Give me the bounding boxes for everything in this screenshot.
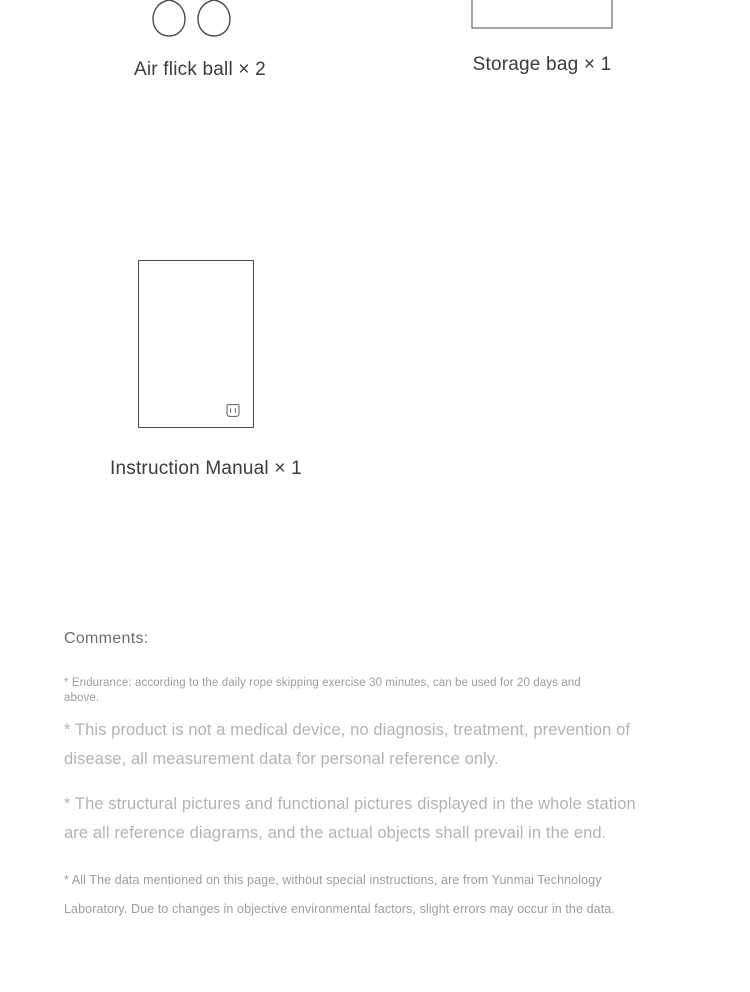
mi-logo-icon xyxy=(226,404,240,417)
package-item-label: Air flick ball × 2 xyxy=(134,59,266,80)
storage-bag-icon xyxy=(469,0,615,33)
comment-note-reference-diagrams: * The structural pictures and functional pictures displayed in the whole station are all reference diagrams, and the actual objects shall prevail in the end. xyxy=(64,795,636,842)
comment-note-data-source: * All The data mentioned on this page, without special instructions, are from Yunmai Technology Laboratory. Due to changes in objective environmental factors, slight errors may occur in the data. xyxy=(64,873,615,916)
two-tethered-balls-icon xyxy=(135,0,255,40)
package-item-storage-bag xyxy=(466,0,618,76)
comment-note-not-medical-device: * This product is not a medical device, no diagnosis, treatment, prevention of disease, all measurement data for personal reference only. xyxy=(64,721,631,768)
instruction-manual-illustration xyxy=(138,260,254,428)
comment-note-endurance: * Endurance: according to the daily rope skipping exercise 30 minutes, can be used for 20 days and above. xyxy=(64,677,581,704)
package-item-label: Storage bag × 1 xyxy=(472,54,612,75)
package-item-label: Instruction Manual × 1 xyxy=(110,458,302,479)
package-item-air-flick-ball xyxy=(134,0,266,81)
comments-section xyxy=(64,630,684,938)
air-flick-ball-illustration xyxy=(134,0,256,45)
storage-bag-illustration xyxy=(466,0,618,38)
comments-title: Comments: xyxy=(64,630,149,647)
package-item-instruction-manual xyxy=(110,260,302,480)
